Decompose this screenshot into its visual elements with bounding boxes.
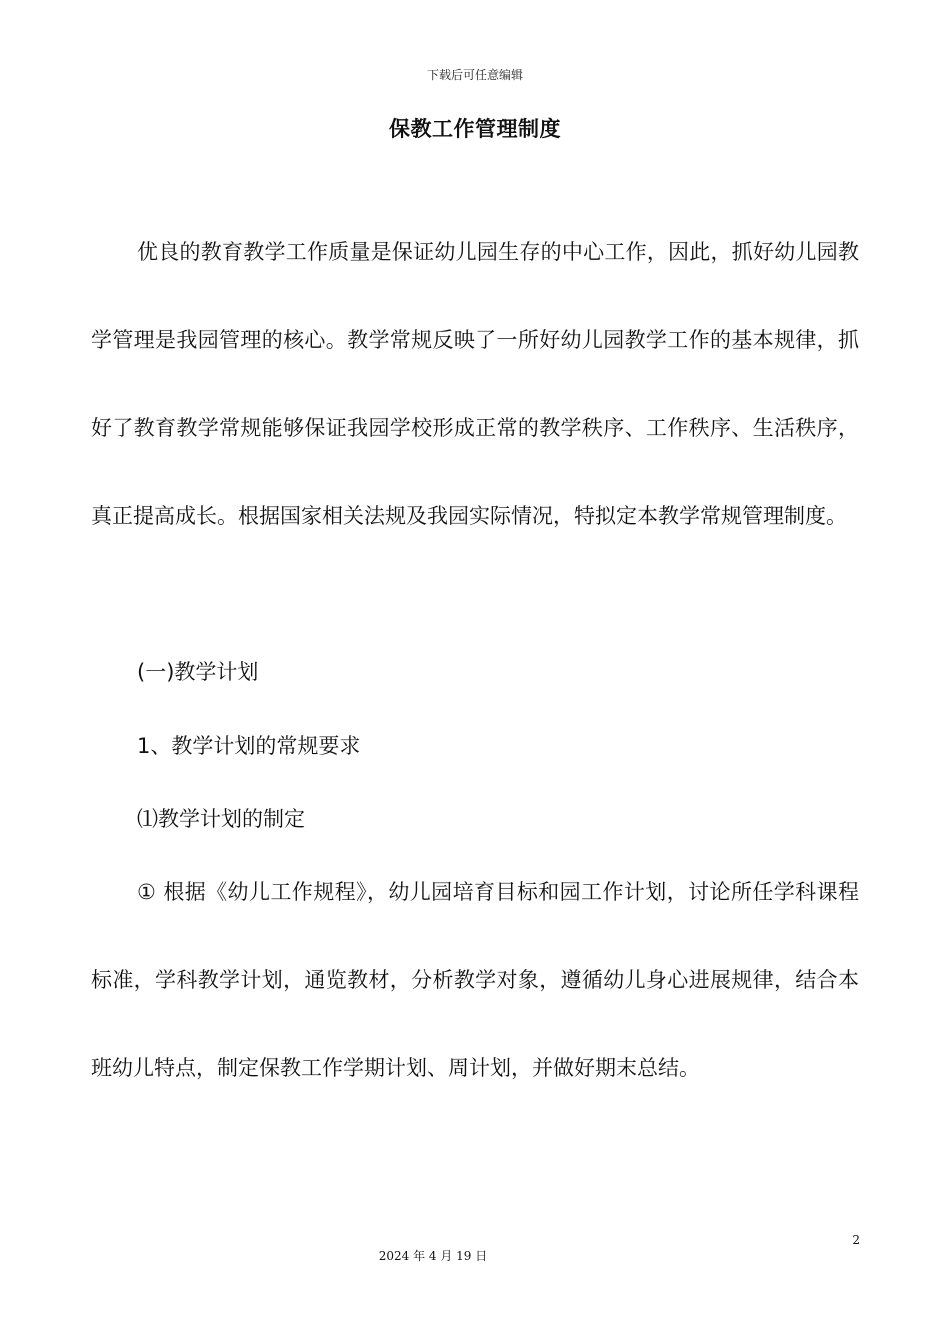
header-note: 下载后可任意编辑: [426, 68, 523, 82]
page-number: 2: [852, 1233, 860, 1247]
paragraph-intro: 优良的教育教学工作质量是保证幼儿园生存的中心工作，因此，抓好幼儿园教学管理是我园管理的核心。教学常规反映了一所好幼儿园教学工作的基本规律，抓好了教育教学常规能够保证我园学校形成正常的教学秩序、工作秩序、生活秩序，真正提高成长。根据国家相关法规及我园实际情况，特拟定本教学常规管理制度。: [91, 240, 859, 528]
footer-date: 2024 年 4 月 19 日: [378, 1249, 488, 1263]
paragraph-item-1: ① 根据《幼儿工作规程》，幼儿园培育目标和园工作计划，讨论所任学科课程标准，学科教学计划，通览教材，分析教学对象，遵循幼儿身心进展规律，结合本班幼儿特点，制定保教工作学期计划、周计划，并做好期末总结。: [91, 880, 859, 1080]
subheading-plan-requirements: 1、教学计划的常规要求: [137, 734, 361, 758]
document-title: 保教工作管理制度: [389, 117, 561, 141]
subheading-plan-formulation: ⑴教学计划的制定: [137, 807, 305, 831]
heading-teaching-plan: (一)教学计划: [137, 660, 259, 684]
